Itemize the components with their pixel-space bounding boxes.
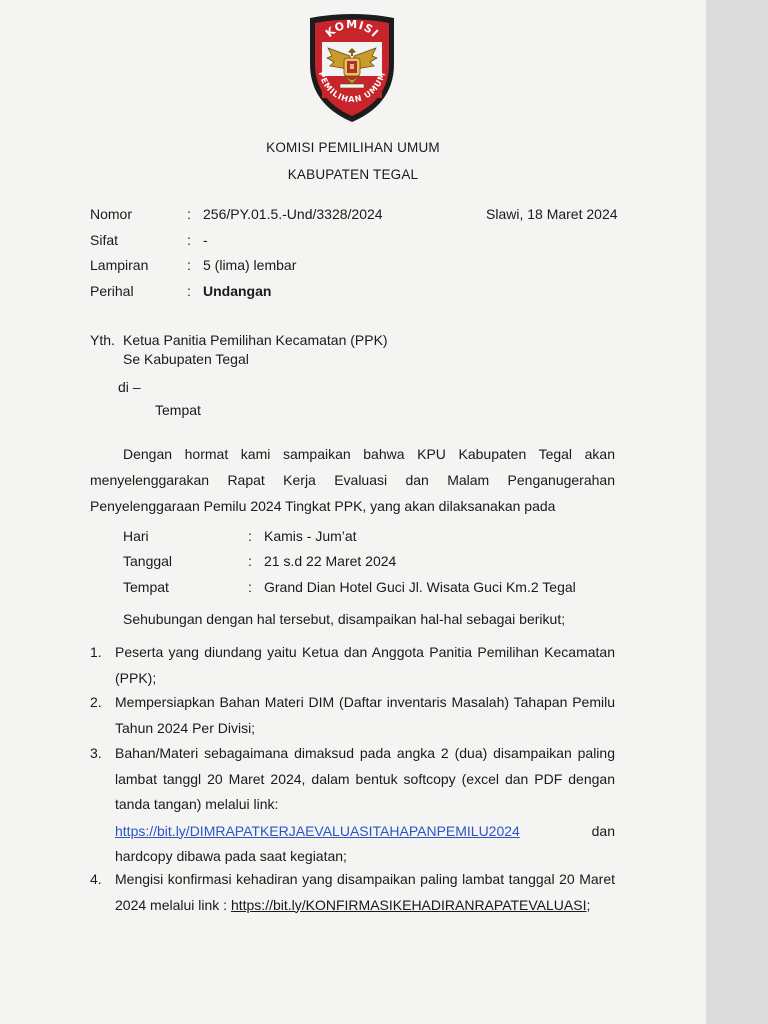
opening-paragraph: Dengan hormat kami sampaikan bahwa KPU Kabupaten Tegal akan menyelenggarakan Rapat Kerja Evaluasi dan Malam Penganugerahan Penyelenggaraan Pemilu 2024 Tingkat PPK, yang akan dilaksanakan pada [90,446,615,514]
detail-value: 21 s.d 22 Maret 2024 [264,553,397,569]
meta-value: 5 (lima) lembar [203,257,297,273]
list-number: 2. [90,694,102,710]
list-text: Mengisi konfirmasi kehadiran yang disampaikan paling lambat tanggal 20 Maret 2024 melalui link : [115,871,615,913]
softcopy-link[interactable]: https://bit.ly/DIMRAPATKERJAEVALUASITAHAPANPEMILU2024 [115,822,520,839]
link-suffix: dan [591,822,615,839]
meta-value: - [203,232,208,248]
detail-value: Grand Dian Hotel Guci Jl. Wisata Guci Km.2 Tegal [264,579,576,595]
meta-value: 256/PY.01.5.-Und/3328/2024 [203,206,383,222]
detail-label: Hari [123,528,149,544]
list-number: 1. [90,644,102,660]
detail-label: Tempat [123,579,169,595]
list-intro: Sehubungan dengan hal tersebut, disampaikan hal-hal sebagai berikut; [123,611,566,627]
address-prefix: Yth. [90,332,115,348]
list-text-after: hardcopy dibawa pada saat kegiatan; [115,847,347,864]
confirmation-link[interactable]: https://bit.ly/KONFIRMASIKEHADIRANRAPATEVALUASI; [230,896,591,913]
place-date: Slawi, 18 Maret 2024 [486,206,618,222]
list-text: Bahan/Materi sebagaimana dimaksud pada angka 2 (dua) disampaikan paling lambat tanggl 20 Maret 2024, dalam bentuk softcopy (excel dan PDF dengan tanda tangan) melalui link: [115,745,615,812]
agency-title: KOMISI PEMILIHAN UMUM [266,140,440,155]
meta-value: Undangan [203,283,272,299]
detail-value: Kamis - Jum’at [264,528,357,544]
logo-text-bottom: PEMILIHAN UMUM [316,70,388,105]
address-line-4: Tempat [155,402,201,418]
address-line-3: di – [118,379,141,395]
meta-label: Perihal [90,283,134,299]
meta-label: Lampiran [90,257,149,273]
list-number: 4. [90,871,102,887]
agency-subtitle: KABUPATEN TEGAL [287,167,419,182]
kpu-logo [306,12,398,124]
meta-label: Sifat [90,232,119,248]
address-line-2: Se Kabupaten Tegal [123,351,249,367]
logo-text-top: KOMISI [323,17,382,41]
address-line-1: Ketua Panitia Pemilihan Kecamatan (PPK) [123,332,388,348]
meta-label: Nomor [90,206,133,222]
detail-label: Tanggal [123,553,173,569]
list-text: Peserta yang diundang yaitu Ketua dan Anggota Panitia Pemilihan Kecamatan (PPK); [115,644,615,686]
letter-page: KOMISI PEMILIHAN UMUM KOMISI PEMILIHAN UMUM KABUPATEN TEGAL Nomor : 256/PY.01.5.-Und/3328/2024 Slawi, 18 Maret 2024 Sifat : - Lampiran : 5 (lima) lembar Perihal : Undangan Yth. Ketua Panitia Pemilihan Kecamatan (PPK) Se Kabupaten Tegal di – Tempat Dengan hormat kami sampaikan bahwa KPU Kabupaten Tegal akan menyelenggarakan Rapat Kerja Evaluasi dan Malam Penganugerahan Penyelenggaraan Pemilu 2024 Tingkat PPK, yang akan dilaksanakan pada Hari : Kamis - Jum’at Tanggal : 21 s.d 22 Maret 2024 Tempat : Grand Dian Hotel Guci Jl. Wisata Guci Km.2 Tegal Sehubungan dengan hal tersebut, disampaikan hal-hal sebagai berikut; 1. Peserta yang diundang yaitu Ketua dan Anggota Panitia Pemilihan Kecamatan (PPK); 2. Mempersiapkan Bahan Materi DIM (Daftar inventaris Masalah) Tahapan Pemilu Tahun 2024 Per Divisi; 3. Bahan/Materi sebagaimana dimaksud pada angka 2 (dua) disampaikan paling lambat tanggl 20 Maret 2024, dalam bentuk softcopy (excel dan PDF dengan tanda tangan) melalui link: https://bit.ly/DIMRAPATKERJAEVALUASITAHAPANPEMILU2024 dan hardcopy dibawa pada saat kegiatan; 4. Mengisi konfirmasi kehadiran yang disampaikan paling lambat tanggal 20 Maret 2024 melalui link : https://bit.ly/KONFIRMASIKEHADIRANRAPATEVALUASI; [0,0,706,1024]
list-number: 3. [90,745,102,761]
list-text: Mempersiapkan Bahan Materi DIM (Daftar inventaris Masalah) Tahapan Pemilu Tahun 2024 Per Divisi; [115,694,615,736]
scan-border [706,0,768,1024]
